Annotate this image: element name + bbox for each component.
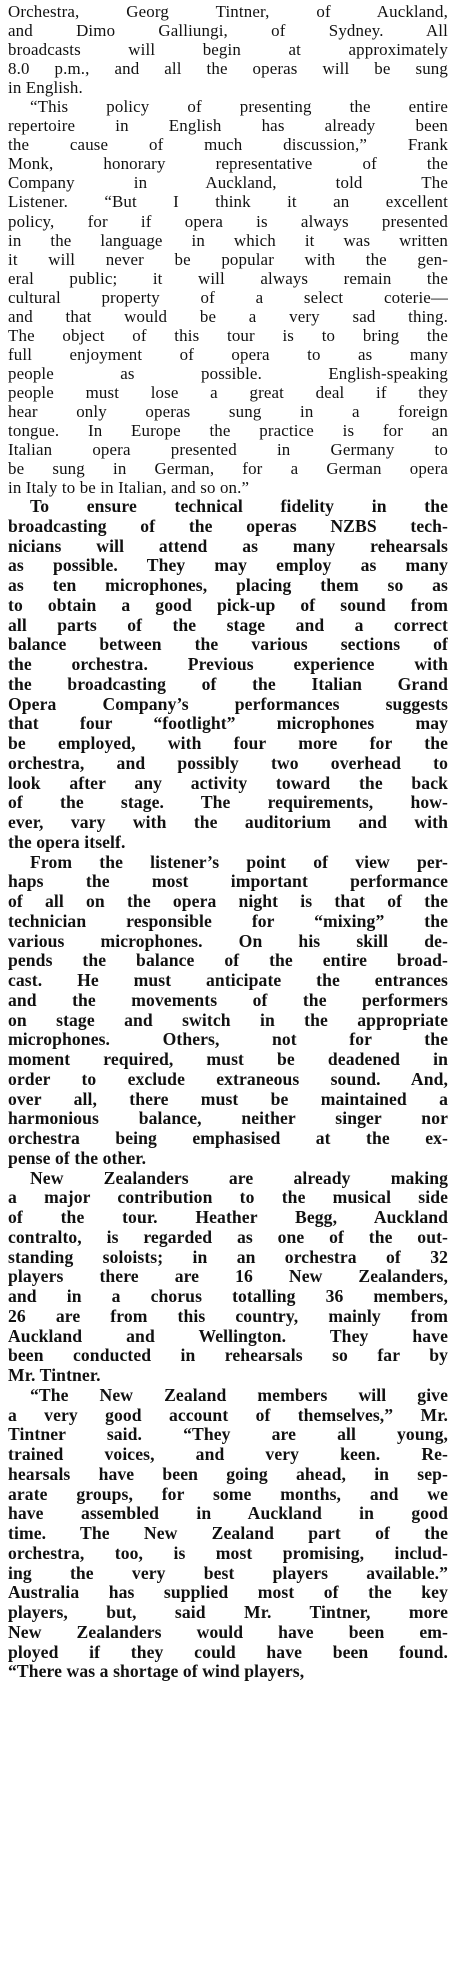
article-line: 8.0 p.m., and all the operas will be sung (8, 59, 448, 79)
article-line: and the movements of the performers (8, 990, 448, 1010)
article-line: technician responsible for “mixing” the (8, 911, 448, 931)
article-line: Company in Auckland, told The (8, 173, 448, 193)
article-line: all parts of the stage and a correct (8, 615, 448, 635)
article-line: repertoire in English has already been (8, 116, 448, 136)
article-line: 26 are from this country, mainly from (8, 1306, 448, 1326)
article-line: balance between the various sections of (8, 635, 448, 655)
article-line: Australia has supplied most of the key (8, 1583, 448, 1603)
article-line: harmonious balance, neither singer nor (8, 1109, 448, 1129)
article-line: “The New Zealand members will give (30, 1385, 448, 1405)
article-line: various microphones. On his skill de- (8, 931, 448, 951)
article-line: standing soloists; in an orchestra of 32 (8, 1247, 448, 1267)
article-line: Monk, honorary representative of the (8, 154, 448, 174)
article-line: broadcasts will begin at approximately (8, 40, 448, 60)
article-line: hear only operas sung in a foreign (8, 401, 448, 421)
article-line: the opera itself. (8, 832, 126, 852)
article-line: haps the most important performance (8, 872, 448, 892)
article-line: the broadcasting of the Italian Grand (8, 674, 448, 694)
article-line: of the tour. Heather Begg, Auckland (8, 1208, 448, 1228)
article-line: microphones. Others, not for the (8, 1030, 448, 1050)
article-paragraph (8, 97, 448, 497)
article-line: look after any activity toward the back (8, 773, 448, 793)
article-line: in Italy to be in Italian, and so on.” (8, 478, 250, 498)
article-line: it will never be popular with the gen- (8, 249, 448, 269)
article-line: to obtain a good pick-up of sound from (8, 595, 448, 615)
article-line: players there are 16 New Zealanders, (8, 1267, 448, 1287)
article-paragraph (8, 1386, 448, 1682)
article-line: cultural property of a select coterie— (8, 287, 448, 307)
article-line: orchestra, too, is most promising, includ- (8, 1543, 448, 1563)
article-line: a major contribution to the musical side (8, 1188, 448, 1208)
article-line: “There was a shortage of wind players, (8, 1662, 305, 1682)
article-line: and in a chorus totalling 36 members, (8, 1287, 448, 1307)
article-line: Tintner said. “They are all young, (8, 1425, 448, 1445)
article-paragraph (8, 2, 448, 97)
article-line: ployed if they could have been found. (8, 1642, 448, 1662)
article-line: ing the very best players available.” (8, 1563, 448, 1583)
article-line: From the listener’s point of view per- (30, 852, 448, 872)
article-line: as ten microphones, placing them so as (8, 576, 448, 596)
article-paragraph (8, 1169, 448, 1386)
article-paragraph (8, 497, 448, 853)
article-line: trained voices, and very keen. Re- (8, 1445, 448, 1465)
article-line: and Dimo Galliungi, of Sydney. All (8, 21, 448, 41)
article-line: of all on the opera night is that of the (8, 892, 448, 912)
article-line: Italian opera presented in Germany to (8, 440, 448, 460)
article-line: people must lose a great deal if they (8, 382, 448, 402)
article-line: have assembled in Auckland in good (8, 1504, 448, 1524)
article-line: on stage and switch in the appropriate (8, 1010, 448, 1030)
article-line: the cause of much discussion,” Frank (8, 135, 448, 155)
article-line: arate groups, for some months, and we (8, 1484, 448, 1504)
article-line: policy, for if opera is always presented (8, 211, 448, 231)
article-line: be employed, with four more for the (8, 734, 448, 754)
article-line: pense of the other. (8, 1148, 147, 1168)
article-line: as possible. They may employ as many (8, 556, 448, 576)
article-line: moment required, must be deadened in (8, 1050, 448, 1070)
article-line: Orchestra, Georg Tintner, of Auckland, (8, 2, 448, 21)
article-line: people as possible. English-speaking (8, 363, 448, 383)
article-line: cast. He must anticipate the entrances (8, 971, 448, 991)
article-paragraph (8, 853, 448, 1169)
article-line: been conducted in rehearsals so far by (8, 1346, 448, 1366)
article-line: broadcasting of the operas NZBS tech- (8, 516, 448, 536)
article-line: “This policy of presenting the entire (30, 97, 448, 117)
article-line: be sung in German, for a German opera (8, 459, 448, 479)
article-line: Listener. “But I think it an excellent (8, 192, 448, 212)
article-line: and that would be a very sad thing. (8, 306, 448, 326)
article-line: eral public; it will always remain the (8, 268, 448, 288)
article-line: Auckland and Wellington. They have (8, 1326, 448, 1346)
article-line: orchestra, and possibly two overhead to (8, 753, 448, 773)
article-line: New Zealanders would have been em- (8, 1622, 448, 1642)
article-line: To ensure technical fidelity in the (30, 497, 448, 517)
article-line: players, but, said Mr. Tintner, more (8, 1603, 448, 1623)
article-line: order to exclude extraneous sound. And, (8, 1069, 448, 1089)
article-line: ever, vary with the auditorium and with (8, 813, 448, 833)
article-line: Opera Company’s performances suggests (8, 694, 448, 714)
article-line: over all, there must be maintained a (8, 1089, 448, 1109)
article-line: hearsals have been going ahead, in sep- (8, 1464, 448, 1484)
article-line: nicians will attend as many rehearsals (8, 536, 448, 556)
article-line: of the stage. The requirements, how- (8, 793, 448, 813)
article-line: time. The New Zealand part of the (8, 1524, 448, 1544)
article-line: a very good account of themselves,” Mr. (8, 1405, 448, 1425)
article-line: tongue. In Europe the practice is for an (8, 421, 448, 441)
article-line: contralto, is regarded as one of the out- (8, 1227, 448, 1247)
article-line: in the language in which it was written (8, 230, 448, 250)
article-line: that four “footlight” microphones may (8, 714, 448, 734)
article-line: The object of this tour is to bring the (8, 325, 448, 345)
article-line: the orchestra. Previous experience with (8, 655, 448, 675)
article-line: New Zealanders are already making (30, 1168, 448, 1188)
article-line: full enjoyment of opera to as many (8, 344, 448, 364)
article-line: pends the balance of the entire broad- (8, 951, 448, 971)
article-line: in English. (8, 78, 83, 98)
article-line: Mr. Tintner. (8, 1366, 101, 1386)
article-line: orchestra being emphasised at the ex- (8, 1129, 448, 1149)
